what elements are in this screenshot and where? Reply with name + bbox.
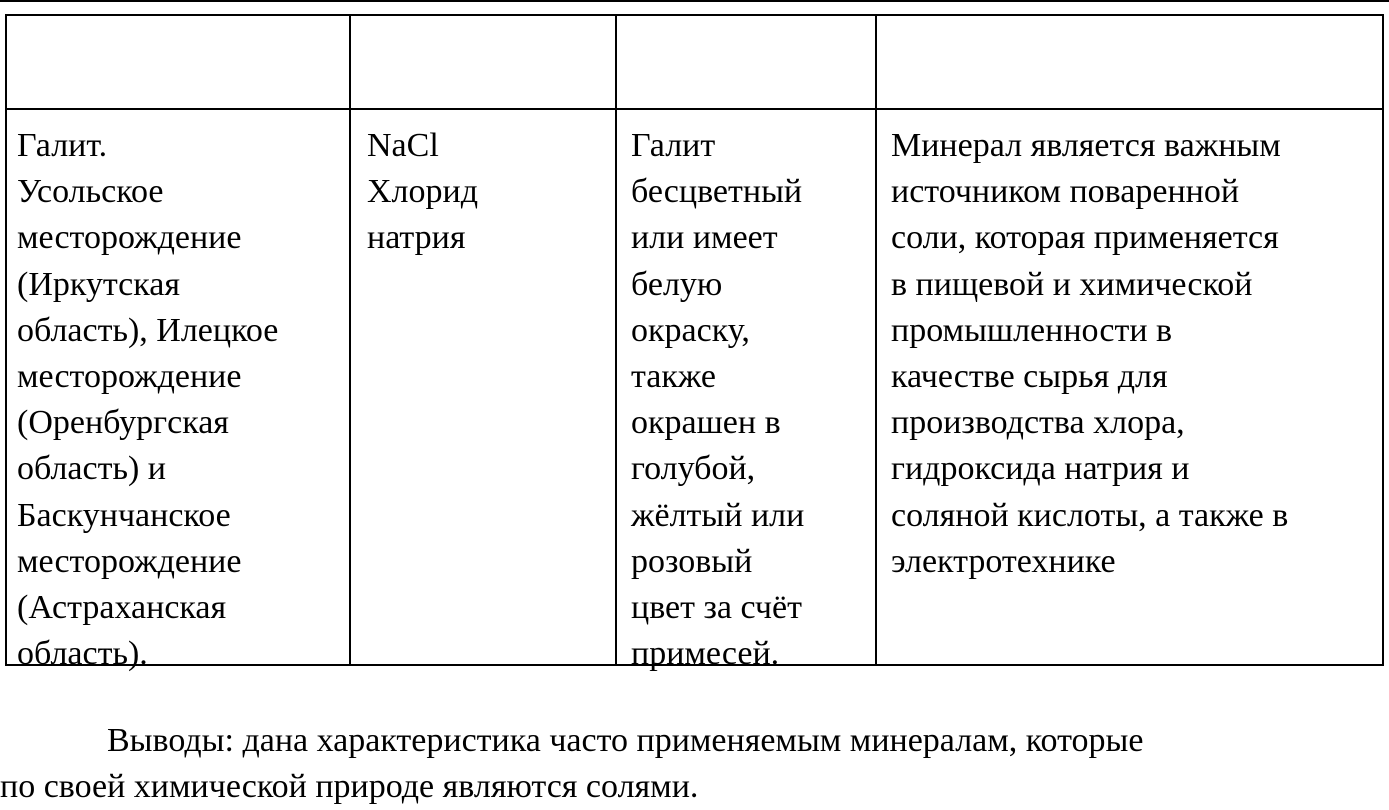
cell-line: гидроксида натрия и: [891, 450, 1190, 488]
cell-line: Минерал является важным: [891, 127, 1281, 164]
cell-line: белую: [631, 265, 723, 303]
cell-line: месторождение: [17, 358, 242, 396]
cell-line: розовый: [631, 542, 753, 580]
cell-line: качестве сырья для: [891, 358, 1168, 396]
mineral-table: [5, 14, 1384, 673]
cell-line: область), Илецкое: [17, 311, 279, 349]
cell-line: Галит: [631, 127, 716, 164]
cell-line: электротехнике: [891, 542, 1116, 580]
cell-line: месторождение: [17, 542, 242, 580]
cell-line: цвет за счёт: [631, 589, 802, 627]
cell-line: (Оренбургская: [17, 404, 229, 442]
column-divider: [615, 16, 617, 664]
cell-line: источником поваренной: [891, 173, 1240, 211]
conclusion-line: Выводы: дана характеристика часто применяемым минералам, которые: [107, 722, 1144, 759]
cell-line: Усольское: [17, 173, 164, 211]
top-rule: [0, 0, 1389, 2]
conclusion-line: по своей химической природе являются солями.: [0, 768, 699, 805]
conclusion-paragraph: [0, 718, 1389, 810]
cell-line: примесей.: [631, 635, 780, 673]
cell-line: также: [631, 358, 717, 396]
cell-line: окраску,: [631, 311, 750, 349]
cell-line: или имеет: [631, 219, 778, 257]
cell-line: соляной кислоты, а также в: [891, 496, 1289, 534]
cell-line: голубой,: [631, 450, 756, 488]
cell-line: (Иркутская: [17, 265, 181, 303]
row-divider: [7, 108, 1382, 110]
cell-line: бесцветный: [631, 173, 803, 211]
column-divider: [349, 16, 351, 664]
cell-line: (Астраханская: [17, 589, 227, 627]
cell-line: соли, которая применяется: [891, 219, 1279, 257]
cell-line: в пищевой и химической: [891, 265, 1253, 303]
cell-formula: [367, 123, 478, 262]
cell-line: окрашен в: [631, 404, 781, 442]
cell-line: Хлорид: [367, 173, 479, 211]
column-divider: [875, 16, 877, 664]
cell-line: жёлтый или: [631, 496, 805, 534]
cell-line: Баскунчанское: [17, 496, 231, 534]
cell-line: область).: [17, 635, 148, 673]
cell-mineral-deposits: [17, 123, 278, 677]
cell-line: месторождение: [17, 219, 242, 257]
cell-line: NaCl: [367, 127, 439, 164]
cell-properties: [631, 123, 804, 677]
cell-line: производства хлора,: [891, 404, 1185, 442]
cell-line: Галит.: [17, 127, 108, 164]
cell-line: натрия: [367, 219, 466, 257]
cell-line: промышленности в: [891, 311, 1173, 349]
cell-line: область) и: [17, 450, 166, 488]
cell-application: [891, 123, 1288, 585]
